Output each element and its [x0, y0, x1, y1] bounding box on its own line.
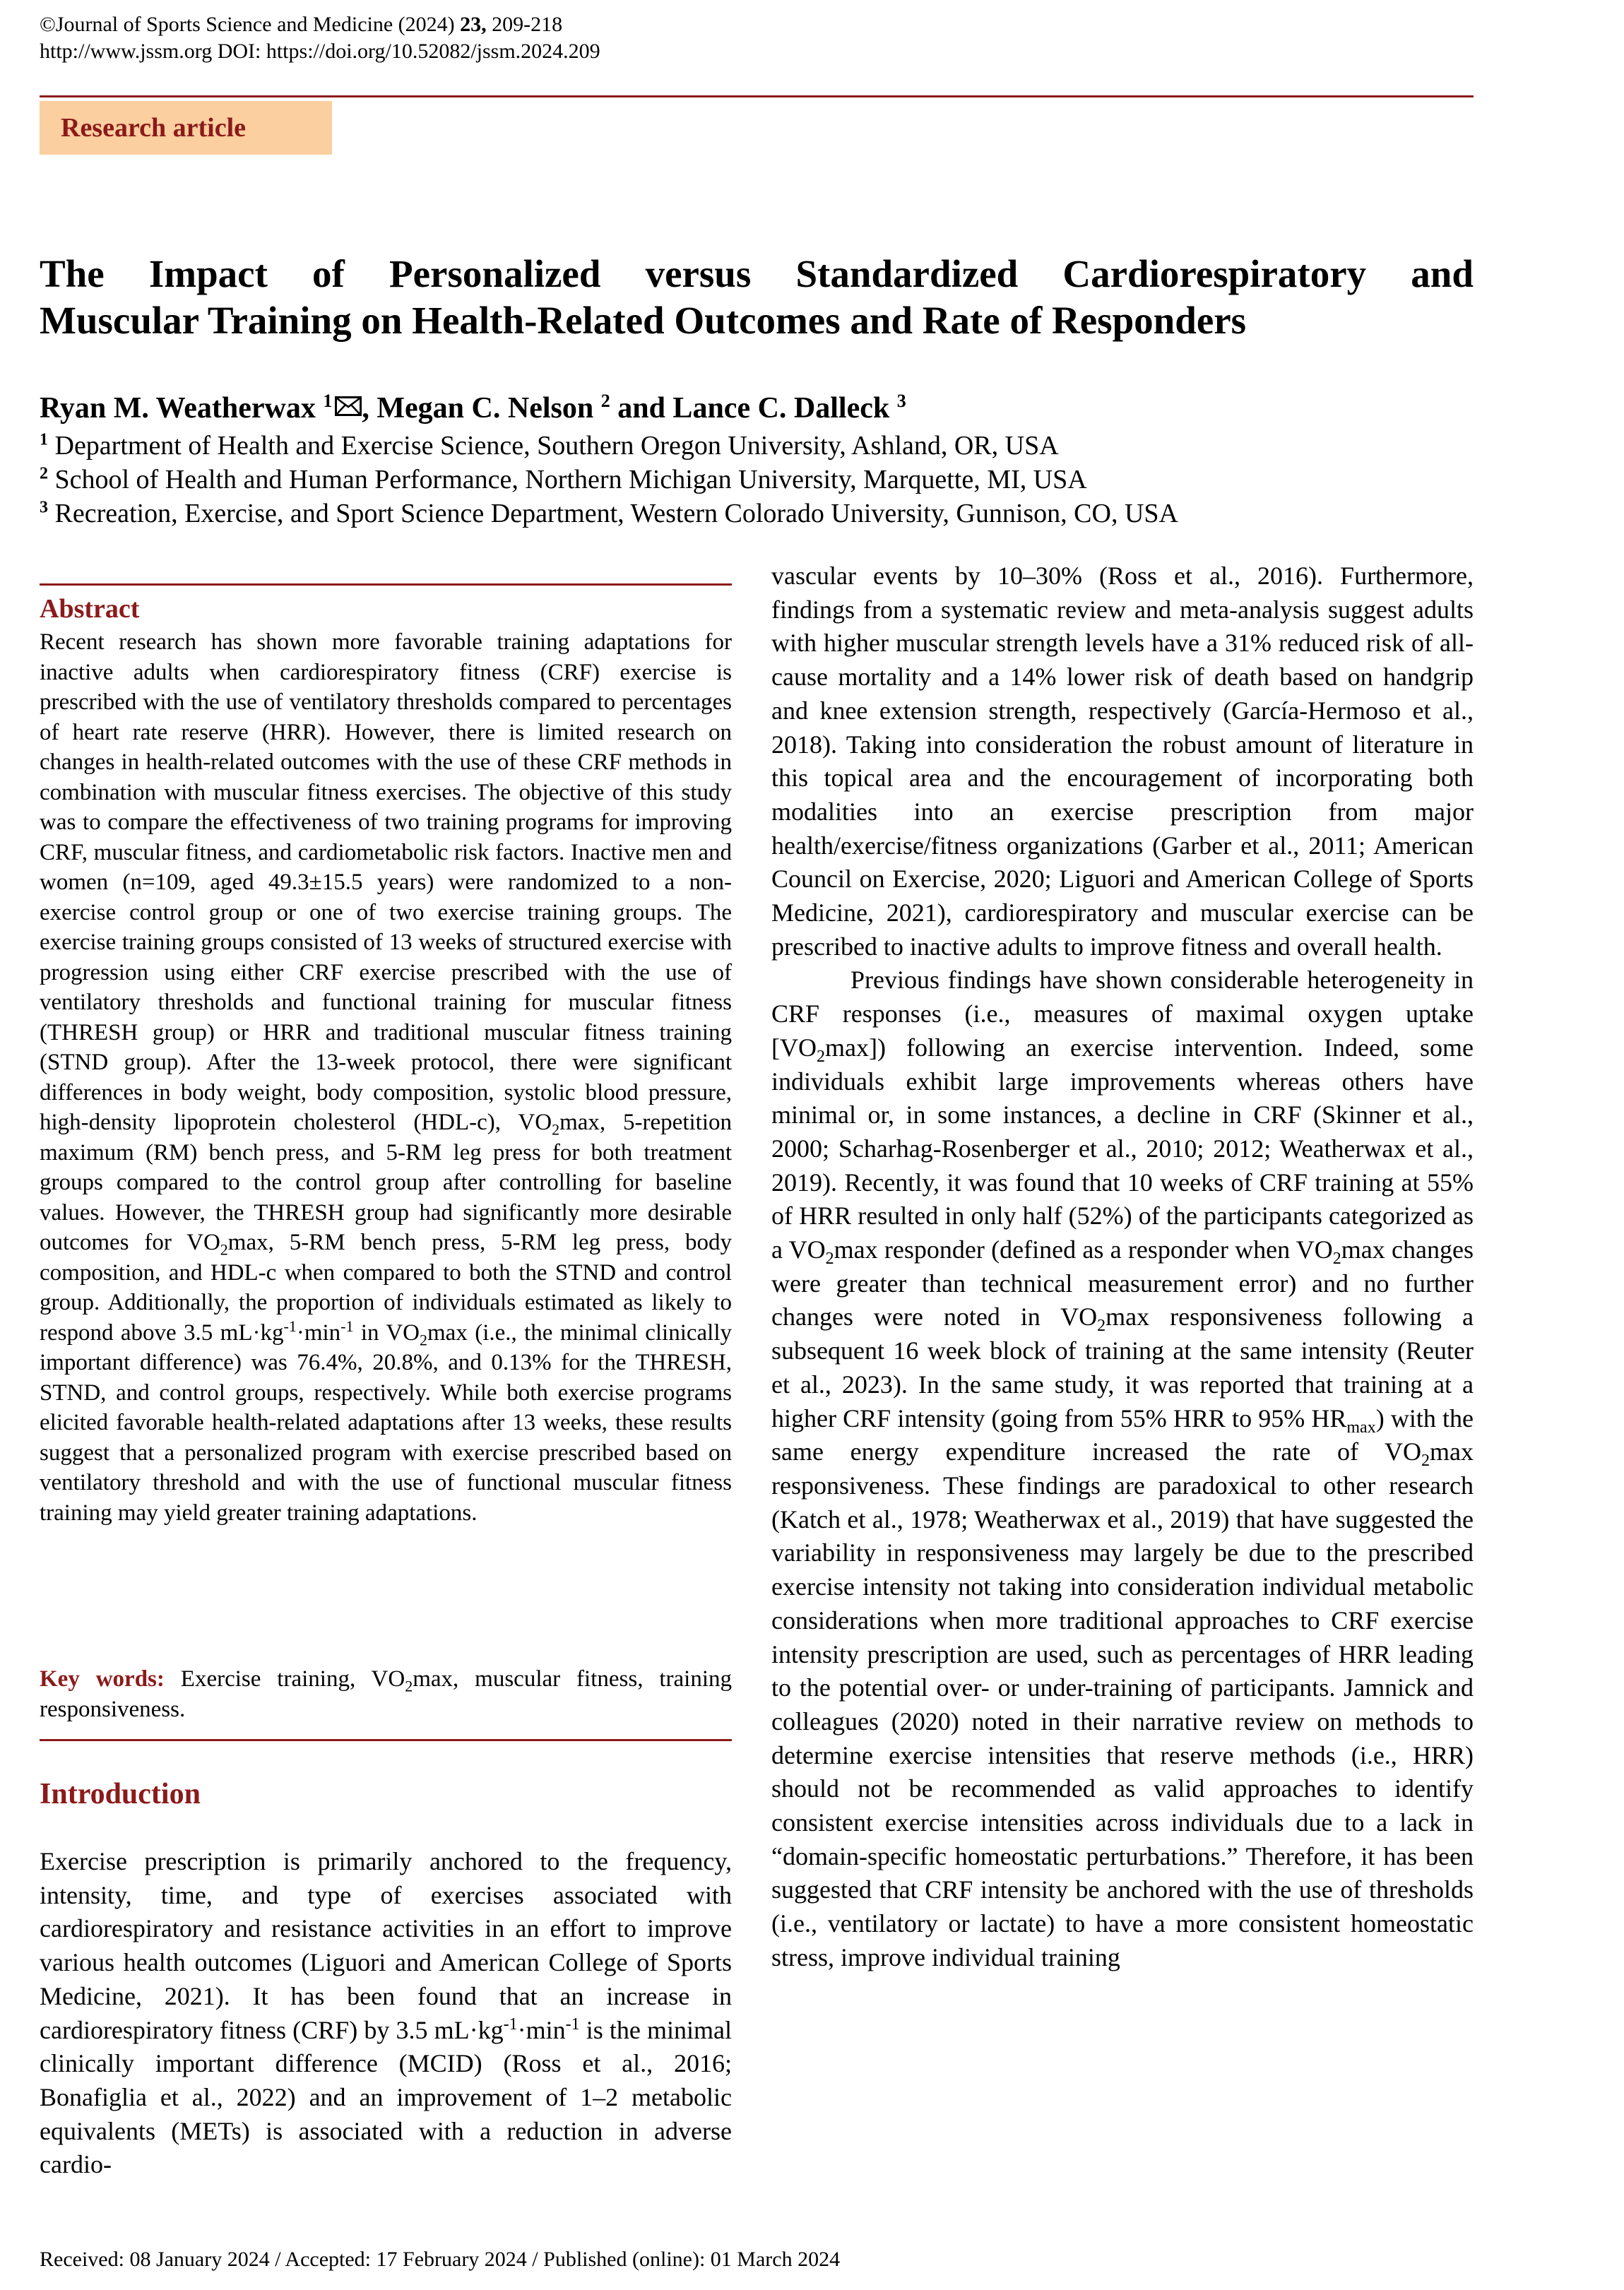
article-title: The Impact of Personalized versus Standardized Cardiorespiratory and Muscular Training on Health-Related Outcomes and Rate of Responders [40, 252, 1474, 342]
author-list: Ryan M. Weatherwax $^1$ , Megan C. Nelson $^2$ and Lance C. Dalleck $^3$ [40, 391, 906, 425]
journal-citation: ©Journal of Sports Science and Medicine (2024) 23, 209-218 [40, 13, 563, 36]
abstract-bottom-rule [40, 1739, 732, 1741]
affiliation-1: $^1$ Department of Health and Exercise Science, Southern Oregon University, Ashland, OR, USA [40, 430, 1059, 461]
introduction-heading: Introduction [40, 1778, 201, 1810]
abstract-text: Recent research has shown more favorable training adaptations for inactive adults when cardiorespiratory fitness (CRF) exercise is prescribed with the use of ventilatory thresholds compared to percentages of heart rate reserve (HRR). However, there is limited research on changes in health-related outcomes with the use of these CRF methods in combination with muscular fitness exercises. The objective of this study was to compare the effectiveness of two training programs for improving CRF, muscular fitness, and cardiometabolic risk factors. Inactive men and women (n=109, aged 49.3±15.5 years) were randomized to a non-exercise control group or one of two exercise training groups. The exercise training groups consisted of 13 weeks of structured exercise with progression using either CRF exercise prescribed with the use of ventilatory thresholds and functional training for muscular fitness (THRESH group) or HRR and traditional muscular fitness training (STND group). After the 13-week protocol, there were significant differences in body weight, body composition, systolic blood pressure, high-density lipoprotein cholesterol (HDL-c), $VO_2\max$, 5-repetition maximum (RM) bench press, and 5-RM leg press for both treatment groups compared to the control group after controlling for baseline values. However, the THRESH group had significantly more desirable outcomes for $VO_2\max$, 5-RM bench press, 5-RM leg press, body composition, and HDL-c when compared to both the STND and control group. Additionally, the proportion of individuals estimated as likely to respond above 3.5 $mL\cdot kg^{-1}\cdot\min^{-1}$ in $VO_2\max$ (i.e., the minimal clinically important difference) was 76.4%, 20.8%, and 0.13% for the THRESH, STND, and control groups, respectively. While both exercise programs elicited favorable health-related adaptations after 13 weeks, these results suggest that a personalized program with exercise prescribed based on ventilatory threshold and with the use of functional muscular fitness training may yield greater training adaptations. [40, 629, 733, 1526]
header-rule [40, 95, 1474, 97]
paragraph-1: vascular events by 10–30% (Ross et al., 2016). Furthermore, findings from a systematic review and meta-analysis suggest adults with higher muscular strength levels have a 31% reduced risk of all-cause mortality and a 14% lower risk of death based on handgrip and knee extension strength, respectively (García-Hermoso et al., 2018). Taking into consideration the robust amount of literature in this topical area and the encouragement of incorporating both modalities into an exercise prescription from major health/exercise/fitness organizations (Garber et al., 2011; American Council on Exercise, 2020; Liguori and American College of Sports Medicine, 2021), cardiorespiratory and muscular exercise can be prescribed to inactive adults to improve fitness and overall health. [771, 562, 1474, 961]
abstract-top-rule [40, 583, 732, 586]
paragraph-2: Previous findings have shown considerable heterogeneity in CRF responses (i.e., measures of maximal oxygen uptake $[VO_2\max]$) following an exercise intervention. Indeed, some individuals exhibit large improvements whereas others have minimal or, in some instances, a decline in CRF (Skinner et al., 2000; Scharhag-Rosenberger et al., 2010; 2012; Weatherwax et al., 2019). Recently, it was found that 10 weeks of CRF training at 55% of HRR resulted in only half (52%) of the participants categorized as a $VO_2\max$ responder (defined as a responder when $VO_2\max$ changes were greater than technical measurement error) and no further changes were noted in $VO_2\max$ responsiveness following a subsequent 16 week block of training at the same intensity (Reuter et al., 2023). In the same study, it was reported that training at a higher CRF intensity (going from 55% HRR to 95% $HR_{max}$) with the same energy expenditure increased the rate of $VO_2\max$ responsiveness. These findings are paradoxical to other research (Katch et al., 1978; Weatherwax et al., 2019) that have suggested the variability in responsiveness may largely be due to the prescribed exercise intensity not taking into consideration individual metabolic considerations when more traditional approaches to CRF exercise intensity prescription are used, such as percentages of HRR leading to the potential over- or under-training of participants. Jamnick and colleagues (2020) noted in their narrative review on methods to determine exercise intensities that reserve methods (i.e., HRR) should not be recommended as valid approaches to identify consistent exercise intensities across individuals due to a lack in “domain-specific homeostatic perturbations.” Therefore, it has been suggested that CRF intensity be anchored with the use of thresholds (i.e., ventilatory or lactate) to have a more consistent homeostatic stress, improve individual training [771, 966, 1474, 1971]
envelope-icon[interactable] [335, 396, 362, 416]
article-type-badge: Research article [40, 101, 332, 155]
doi-line[interactable]: http://www.jssm.org DOI: https://doi.org/10.52082/jssm.2024.209 [40, 40, 600, 63]
affiliation-3: $^3$ Recreation, Exercise, and Sport Science Department, Western Colorado University, Gunnison, CO, USA [40, 498, 1178, 528]
abstract-heading: Abstract [40, 594, 140, 624]
keywords: Key words: Exercise training, $VO_2\max$, muscular fitness, training responsiveness. [40, 1666, 732, 1722]
right-column-text [771, 559, 1474, 1975]
publication-dates: Received: 08 January 2024 / Accepted: 17 February 2024 / Published (online): 01 March 2024 [40, 2248, 841, 2271]
introduction-text: Exercise prescription is primarily anchored to the frequency, intensity, time, and type of exercises associated with cardiorespiratory and resistance activities in an effort to improve various health outcomes (Liguori and American College of Sports Medicine, 2021). It has been found that an increase in cardiorespiratory fitness (CRF) by 3.5 $mL\cdot kg^{-1}\cdot\min^{-1}$ is the minimal clinically important difference (MCID) (Ross et al., 2016; Bonafiglia et al., 2022) and an improvement of 1–2 metabolic equivalents (METs) is associated with a reduction in adverse cardio- [40, 1847, 733, 2179]
affiliation-2: $^2$ School of Health and Human Performance, Northern Michigan University, Marquette, MI, USA [40, 464, 1087, 494]
